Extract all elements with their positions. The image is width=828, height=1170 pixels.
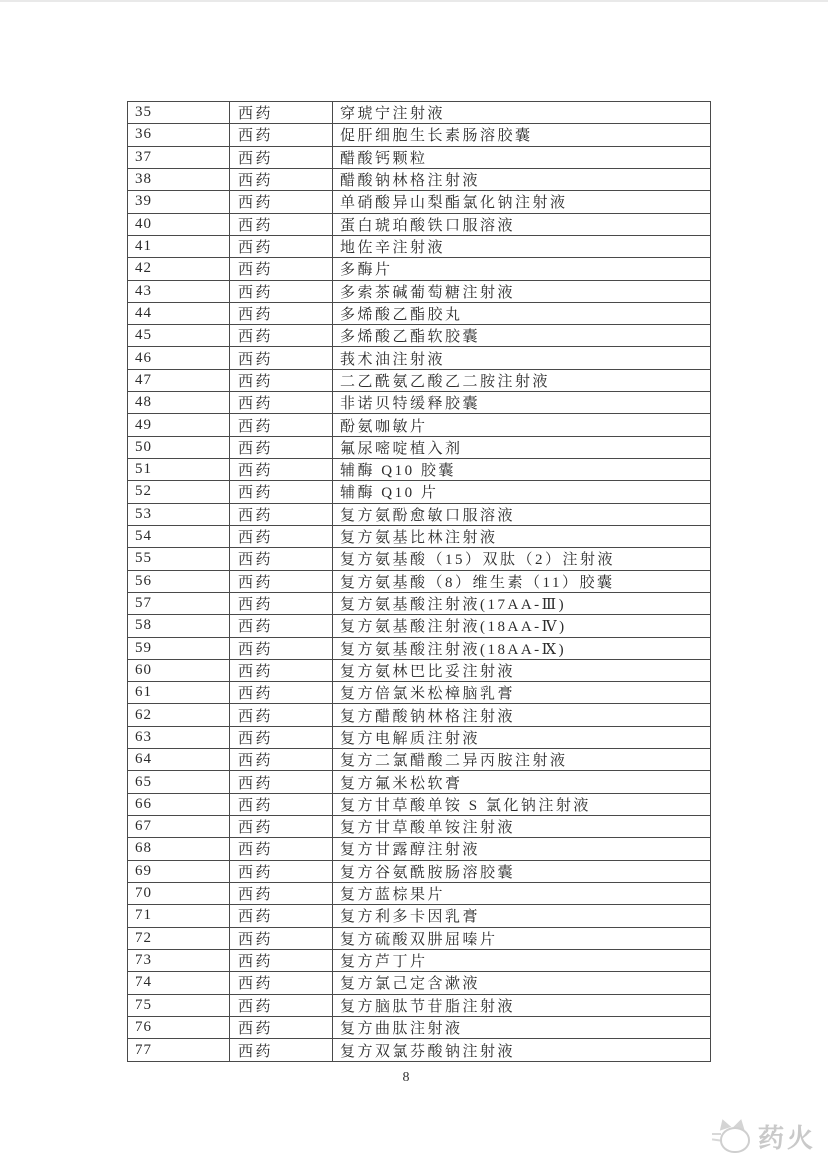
cell-drug-name: 复方利多卡因乳膏	[333, 905, 711, 927]
cell-row-number: 37	[128, 146, 230, 168]
cell-row-number: 59	[128, 637, 230, 659]
cell-drug-name: 辅酶 Q10 片	[333, 481, 711, 503]
cell-category: 西药	[230, 972, 333, 994]
table-row	[128, 325, 711, 347]
cell-row-number: 40	[128, 213, 230, 235]
cell-drug-name: 复方蓝棕果片	[333, 882, 711, 904]
cell-category: 西药	[230, 325, 333, 347]
cell-category: 西药	[230, 816, 333, 838]
cell-category: 西药	[230, 704, 333, 726]
cell-drug-name: 复方二氯醋酸二异丙胺注射液	[333, 749, 711, 771]
cell-row-number: 36	[128, 124, 230, 146]
cell-category: 西药	[230, 235, 333, 257]
cell-row-number: 71	[128, 905, 230, 927]
cell-drug-name: 蛋白琥珀酸铁口服溶液	[333, 213, 711, 235]
table-row	[128, 191, 711, 213]
cell-category: 西药	[230, 793, 333, 815]
cell-row-number: 42	[128, 258, 230, 280]
cell-drug-name: 复方甘露醇注射液	[333, 838, 711, 860]
cell-drug-name: 复方氨林巴比妥注射液	[333, 659, 711, 681]
cell-category: 西药	[230, 905, 333, 927]
table-row	[128, 146, 711, 168]
table-row	[128, 302, 711, 324]
cell-row-number: 57	[128, 592, 230, 614]
table-row	[128, 347, 711, 369]
cell-drug-name: 复方甘草酸单铵注射液	[333, 816, 711, 838]
cell-row-number: 39	[128, 191, 230, 213]
cell-row-number: 77	[128, 1039, 230, 1062]
table-row	[128, 1039, 711, 1062]
table-row	[128, 972, 711, 994]
cell-drug-name: 多索茶碱葡萄糖注射液	[333, 280, 711, 302]
cell-category: 西药	[230, 615, 333, 637]
cell-row-number: 75	[128, 994, 230, 1016]
table-row	[128, 793, 711, 815]
cell-drug-name: 多烯酸乙酯软胶囊	[333, 325, 711, 347]
cell-row-number: 60	[128, 659, 230, 681]
cell-row-number: 58	[128, 615, 230, 637]
table-row	[128, 994, 711, 1016]
cell-drug-name: 复方氨基酸（15）双肽（2）注射液	[333, 548, 711, 570]
cell-category: 西药	[230, 213, 333, 235]
cell-category: 西药	[230, 570, 333, 592]
table-row	[128, 102, 711, 124]
cell-row-number: 66	[128, 793, 230, 815]
cell-row-number: 44	[128, 302, 230, 324]
cell-row-number: 70	[128, 882, 230, 904]
cell-row-number: 43	[128, 280, 230, 302]
cell-row-number: 48	[128, 392, 230, 414]
cell-drug-name: 复方甘草酸单铵 S 氯化钠注射液	[333, 793, 711, 815]
cell-row-number: 72	[128, 927, 230, 949]
cell-row-number: 47	[128, 369, 230, 391]
table-row	[128, 280, 711, 302]
cell-drug-name: 复方双氯芬酸钠注射液	[333, 1039, 711, 1062]
cell-drug-name: 复方醋酸钠林格注射液	[333, 704, 711, 726]
cell-category: 西药	[230, 592, 333, 614]
table-row	[128, 414, 711, 436]
cell-drug-name: 复方氨基酸注射液(18AA-Ⅳ)	[333, 615, 711, 637]
scan-edge	[0, 0, 828, 2]
cell-drug-name: 复方氨基酸注射液(18AA-Ⅸ)	[333, 637, 711, 659]
cell-drug-name: 复方脑肽节苷脂注射液	[333, 994, 711, 1016]
cell-row-number: 38	[128, 168, 230, 190]
table-row	[128, 168, 711, 190]
cell-drug-name: 多烯酸乙酯胶丸	[333, 302, 711, 324]
table-row	[128, 749, 711, 771]
cell-drug-name: 复方曲肽注射液	[333, 1016, 711, 1038]
table-row	[128, 905, 711, 927]
cell-category: 西药	[230, 659, 333, 681]
drug-list-table	[127, 101, 711, 1062]
cell-drug-name: 复方电解质注射液	[333, 726, 711, 748]
cell-category: 西药	[230, 280, 333, 302]
cell-drug-name: 莪术油注射液	[333, 347, 711, 369]
cell-drug-name: 非诺贝特缓释胶囊	[333, 392, 711, 414]
table-row	[128, 213, 711, 235]
cell-row-number: 50	[128, 436, 230, 458]
cell-row-number: 55	[128, 548, 230, 570]
cell-row-number: 73	[128, 949, 230, 971]
cell-category: 西药	[230, 146, 333, 168]
cell-category: 西药	[230, 369, 333, 391]
table-row	[128, 235, 711, 257]
cell-category: 西药	[230, 392, 333, 414]
cell-row-number: 67	[128, 816, 230, 838]
cell-drug-name: 多酶片	[333, 258, 711, 280]
cell-category: 西药	[230, 682, 333, 704]
table-row	[128, 548, 711, 570]
cell-drug-name: 氟尿嘧啶植入剂	[333, 436, 711, 458]
table-row	[128, 860, 711, 882]
cell-row-number: 35	[128, 102, 230, 124]
cell-row-number: 61	[128, 682, 230, 704]
cell-drug-name: 复方谷氨酰胺肠溶胶囊	[333, 860, 711, 882]
cell-category: 西药	[230, 949, 333, 971]
cell-category: 西药	[230, 882, 333, 904]
cell-category: 西药	[230, 124, 333, 146]
table-row	[128, 949, 711, 971]
table-row	[128, 637, 711, 659]
cell-drug-name: 辅酶 Q10 胶囊	[333, 459, 711, 481]
cell-category: 西药	[230, 436, 333, 458]
cell-category: 西药	[230, 347, 333, 369]
table-row	[128, 927, 711, 949]
cell-category: 西药	[230, 1016, 333, 1038]
cell-drug-name: 复方氨基比林注射液	[333, 525, 711, 547]
table-row	[128, 124, 711, 146]
table-row	[128, 615, 711, 637]
cell-drug-name: 复方氟米松软膏	[333, 771, 711, 793]
cell-drug-name: 酚氨咖敏片	[333, 414, 711, 436]
watermark	[712, 1118, 816, 1155]
cell-drug-name: 醋酸钙颗粒	[333, 146, 711, 168]
cell-row-number: 69	[128, 860, 230, 882]
cell-row-number: 46	[128, 347, 230, 369]
table-row	[128, 481, 711, 503]
cell-row-number: 64	[128, 749, 230, 771]
cell-category: 西药	[230, 749, 333, 771]
cell-row-number: 74	[128, 972, 230, 994]
cell-category: 西药	[230, 414, 333, 436]
table-row	[128, 816, 711, 838]
table-row	[128, 704, 711, 726]
cell-category: 西药	[230, 503, 333, 525]
cell-row-number: 53	[128, 503, 230, 525]
table-row	[128, 392, 711, 414]
cell-row-number: 56	[128, 570, 230, 592]
table-row	[128, 659, 711, 681]
cell-category: 西药	[230, 191, 333, 213]
table-row	[128, 592, 711, 614]
cell-category: 西药	[230, 771, 333, 793]
cell-drug-name: 复方硫酸双肼屈嗪片	[333, 927, 711, 949]
cell-drug-name: 复方氯己定含漱液	[333, 972, 711, 994]
cell-category: 西药	[230, 726, 333, 748]
table-row	[128, 258, 711, 280]
cell-row-number: 45	[128, 325, 230, 347]
cell-row-number: 41	[128, 235, 230, 257]
table-row	[128, 525, 711, 547]
cell-category: 西药	[230, 168, 333, 190]
cell-drug-name: 地佐辛注射液	[333, 235, 711, 257]
cell-category: 西药	[230, 927, 333, 949]
cell-category: 西药	[230, 459, 333, 481]
cell-drug-name: 复方氨基酸（8）维生素（11）胶囊	[333, 570, 711, 592]
cat-logo-icon	[712, 1119, 752, 1155]
page-number: 8	[402, 1070, 410, 1085]
watermark-brand-text: 药火	[758, 1123, 817, 1153]
cell-row-number: 65	[128, 771, 230, 793]
cell-row-number: 63	[128, 726, 230, 748]
cell-drug-name: 醋酸钠林格注射液	[333, 168, 711, 190]
cell-category: 西药	[230, 1039, 333, 1062]
cell-row-number: 76	[128, 1016, 230, 1038]
table-row	[128, 682, 711, 704]
cell-drug-name: 单硝酸异山梨酯氯化钠注射液	[333, 191, 711, 213]
cell-row-number: 54	[128, 525, 230, 547]
cell-category: 西药	[230, 302, 333, 324]
table-row	[128, 726, 711, 748]
cell-category: 西药	[230, 994, 333, 1016]
cell-drug-name: 复方氨酚愈敏口服溶液	[333, 503, 711, 525]
cell-category: 西药	[230, 860, 333, 882]
cell-category: 西药	[230, 637, 333, 659]
cell-row-number: 51	[128, 459, 230, 481]
table-row	[128, 771, 711, 793]
cell-row-number: 49	[128, 414, 230, 436]
cell-drug-name: 穿琥宁注射液	[333, 102, 711, 124]
table-row	[128, 1016, 711, 1038]
cell-category: 西药	[230, 258, 333, 280]
table-row	[128, 503, 711, 525]
cell-row-number: 68	[128, 838, 230, 860]
table-row	[128, 882, 711, 904]
cell-category: 西药	[230, 102, 333, 124]
cell-drug-name: 复方氨基酸注射液(17AA-Ⅲ)	[333, 592, 711, 614]
cell-category: 西药	[230, 481, 333, 503]
cell-drug-name: 促肝细胞生长素肠溶胶囊	[333, 124, 711, 146]
table-row	[128, 838, 711, 860]
cell-category: 西药	[230, 838, 333, 860]
table-row	[128, 369, 711, 391]
table-row	[128, 570, 711, 592]
table-row	[128, 436, 711, 458]
cell-drug-name: 二乙酰氨乙酸乙二胺注射液	[333, 369, 711, 391]
cell-drug-name: 复方芦丁片	[333, 949, 711, 971]
table-row	[128, 459, 711, 481]
cell-drug-name: 复方倍氯米松樟脑乳膏	[333, 682, 711, 704]
cell-row-number: 62	[128, 704, 230, 726]
drug-table-body	[128, 102, 711, 1062]
cell-row-number: 52	[128, 481, 230, 503]
cell-category: 西药	[230, 548, 333, 570]
cell-category: 西药	[230, 525, 333, 547]
